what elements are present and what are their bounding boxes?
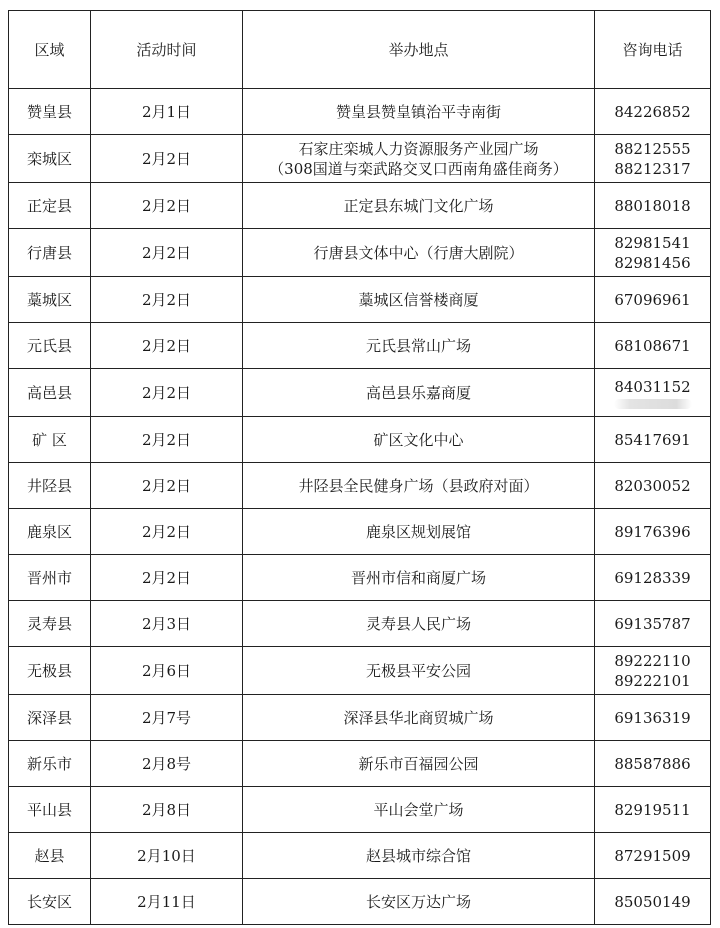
cell-area: 元氏县 — [9, 323, 91, 369]
cell-phone — [595, 323, 711, 369]
table-row — [9, 369, 711, 417]
redaction-smudge — [614, 399, 692, 409]
cell-venue — [243, 417, 595, 463]
cell-phone — [595, 277, 711, 323]
table-row — [9, 89, 711, 135]
phone-number: 88018018 — [614, 196, 691, 215]
cell-phone — [595, 787, 711, 833]
cell-date: 2月6日 — [91, 647, 243, 695]
cell-phone — [595, 229, 711, 277]
table-row — [9, 229, 711, 277]
phone-number: 84226852 — [614, 102, 691, 121]
phone-number: 69135787 — [614, 614, 691, 633]
phone-number: 85417691 — [614, 430, 691, 449]
cell-date: 2月2日 — [91, 369, 243, 417]
venue-line: 石家庄栾城人力资源服务产业园广场 — [298, 139, 539, 158]
venue-line: 赵县城市综合馆 — [365, 846, 471, 865]
venue-line: 晋州市信和商厦广场 — [350, 568, 486, 587]
table-row — [9, 183, 711, 229]
cell-date: 2月2日 — [91, 509, 243, 555]
cell-venue — [243, 135, 595, 183]
header-venue: 举办地点 — [243, 11, 595, 89]
cell-phone — [595, 695, 711, 741]
cell-area: 鹿泉区 — [9, 509, 91, 555]
phone-number: 89222110 — [614, 651, 691, 670]
cell-phone — [595, 183, 711, 229]
header-date: 活动时间 — [91, 11, 243, 89]
phone-number: 82981541 — [614, 233, 691, 252]
cell-phone — [595, 369, 711, 417]
cell-phone — [595, 555, 711, 601]
phone-number: 87291509 — [614, 846, 691, 865]
cell-date: 2月2日 — [91, 555, 243, 601]
cell-venue — [243, 183, 595, 229]
venue-line: 新乐市百福园公园 — [358, 754, 479, 773]
cell-venue — [243, 647, 595, 695]
table-row — [9, 509, 711, 555]
cell-area: 赞皇县 — [9, 89, 91, 135]
cell-phone — [595, 417, 711, 463]
phone-number: 88212555 — [614, 139, 691, 158]
cell-venue — [243, 601, 595, 647]
cell-phone — [595, 833, 711, 879]
cell-area: 无极县 — [9, 647, 91, 695]
table-body — [9, 89, 711, 925]
cell-venue — [243, 369, 595, 417]
cell-venue — [243, 555, 595, 601]
venue-line: 高邑县乐嘉商厦 — [365, 383, 471, 402]
table-row — [9, 647, 711, 695]
cell-venue — [243, 89, 595, 135]
cell-venue — [243, 229, 595, 277]
phone-number: 82981456 — [614, 253, 691, 272]
cell-venue — [243, 833, 595, 879]
cell-venue — [243, 787, 595, 833]
venue-line: 赞皇县赞皇镇治平寺南街 — [335, 102, 501, 121]
table-row — [9, 417, 711, 463]
phone-number: 88587886 — [614, 754, 691, 773]
event-schedule-table — [8, 10, 711, 925]
cell-date: 2月2日 — [91, 323, 243, 369]
table-header-row — [9, 11, 711, 89]
cell-date: 2月8日 — [91, 787, 243, 833]
table-row — [9, 463, 711, 509]
venue-line: 无极县平安公园 — [365, 661, 471, 680]
header-area: 区域 — [9, 11, 91, 89]
cell-date: 2月2日 — [91, 417, 243, 463]
table-row — [9, 879, 711, 925]
cell-phone — [595, 879, 711, 925]
cell-venue — [243, 323, 595, 369]
cell-area: 灵寿县 — [9, 601, 91, 647]
cell-area: 井陉县 — [9, 463, 91, 509]
cell-date: 2月7号 — [91, 695, 243, 741]
table-row — [9, 833, 711, 879]
cell-date: 2月10日 — [91, 833, 243, 879]
phone-number: 88212317 — [614, 159, 691, 178]
cell-area: 行唐县 — [9, 229, 91, 277]
venue-line: 藁城区信誉楼商厦 — [358, 290, 479, 309]
cell-date: 2月1日 — [91, 89, 243, 135]
cell-area: 新乐市 — [9, 741, 91, 787]
venue-line: 元氏县常山广场 — [365, 336, 471, 355]
cell-date: 2月2日 — [91, 229, 243, 277]
cell-venue — [243, 695, 595, 741]
phone-number: 84031152 — [614, 377, 691, 396]
cell-venue — [243, 509, 595, 555]
phone-number: 67096961 — [614, 290, 691, 309]
cell-phone — [595, 89, 711, 135]
phone-number: 89222101 — [614, 671, 691, 690]
phone-number: 82030052 — [614, 476, 691, 495]
cell-area: 藁城区 — [9, 277, 91, 323]
venue-line: 鹿泉区规划展馆 — [365, 522, 471, 541]
cell-area: 正定县 — [9, 183, 91, 229]
cell-area: 平山县 — [9, 787, 91, 833]
cell-area: 晋州市 — [9, 555, 91, 601]
cell-phone — [595, 463, 711, 509]
venue-line: 矿区文化中心 — [373, 430, 464, 449]
cell-date: 2月2日 — [91, 135, 243, 183]
table-row — [9, 323, 711, 369]
table-row — [9, 555, 711, 601]
phone-number: 69128339 — [614, 568, 691, 587]
cell-date: 2月3日 — [91, 601, 243, 647]
cell-phone — [595, 741, 711, 787]
cell-phone — [595, 647, 711, 695]
venue-line: （308国道与栾武路交叉口西南角盛佳商务） — [269, 159, 568, 178]
venue-line: 正定县东城门文化广场 — [343, 196, 494, 215]
venue-line: 灵寿县人民广场 — [365, 614, 471, 633]
cell-phone — [595, 509, 711, 555]
cell-area: 深泽县 — [9, 695, 91, 741]
cell-area: 矿 区 — [9, 417, 91, 463]
cell-date: 2月8号 — [91, 741, 243, 787]
cell-area: 高邑县 — [9, 369, 91, 417]
cell-date: 2月2日 — [91, 277, 243, 323]
cell-venue — [243, 463, 595, 509]
venue-line: 深泽县华北商贸城广场 — [343, 708, 494, 727]
table-row — [9, 695, 711, 741]
cell-area: 栾城区 — [9, 135, 91, 183]
cell-date: 2月2日 — [91, 463, 243, 509]
phone-number: 89176396 — [614, 522, 691, 541]
venue-line: 行唐县文体中心（行唐大剧院） — [313, 243, 524, 262]
cell-date: 2月11日 — [91, 879, 243, 925]
header-phone: 咨询电话 — [595, 11, 711, 89]
cell-venue — [243, 741, 595, 787]
venue-line: 井陉县全民健身广场（县政府对面） — [298, 476, 539, 495]
table-row — [9, 741, 711, 787]
cell-date: 2月2日 — [91, 183, 243, 229]
table-row — [9, 601, 711, 647]
table-row — [9, 787, 711, 833]
phone-number: 82919511 — [614, 800, 691, 819]
venue-line: 长安区万达广场 — [365, 892, 471, 911]
phone-number: 69136319 — [614, 708, 691, 727]
venue-line: 平山会堂广场 — [373, 800, 464, 819]
cell-phone — [595, 601, 711, 647]
cell-area: 赵县 — [9, 833, 91, 879]
cell-venue — [243, 277, 595, 323]
cell-area: 长安区 — [9, 879, 91, 925]
cell-phone — [595, 135, 711, 183]
phone-number: 68108671 — [614, 336, 691, 355]
phone-number: 85050149 — [614, 892, 691, 911]
table-row — [9, 277, 711, 323]
cell-venue — [243, 879, 595, 925]
table-row — [9, 135, 711, 183]
